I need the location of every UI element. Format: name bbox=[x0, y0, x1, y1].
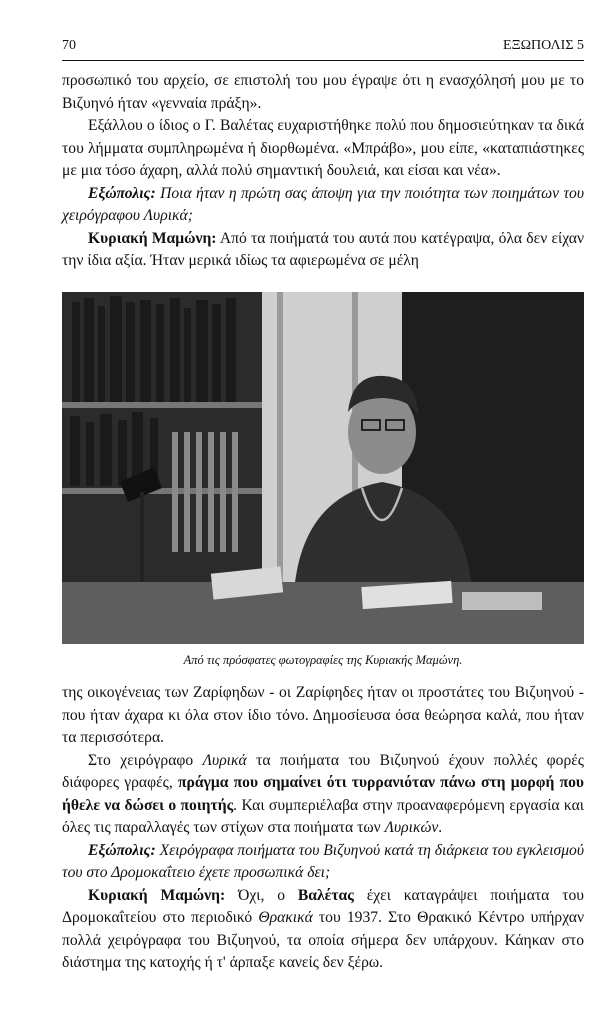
page-header bbox=[62, 38, 584, 58]
interviewer-label: Εξώπολις: bbox=[88, 841, 156, 859]
text-run: . bbox=[438, 819, 443, 836]
paragraph bbox=[62, 750, 584, 840]
magazine-title: ΕΞΩΠΟΛΙΣ 5 bbox=[503, 38, 584, 53]
text-run: Όχι, ο bbox=[225, 886, 298, 904]
manuscript-title: Λυρικά bbox=[202, 751, 247, 769]
paragraph: προσωπικό του αρχείο, σε επιστολή του μου έγραψε ότι η ενασχόλησή μου με το Βιζυηνό ήταν «γενναία πράξη». bbox=[62, 72, 584, 112]
page-number: 70 bbox=[62, 38, 76, 53]
interviewee-answer bbox=[62, 228, 584, 273]
text-run: έχει καταγράψει ποιήματα του Δρομοκαΐτείου στο περιοδικό bbox=[62, 886, 584, 926]
portrait-photo bbox=[62, 292, 584, 644]
emphasis-text: πράγμα που σημαίνει ότι τυρρανιόταν πάνω στη μορφή που ήθελε να δώσει ο ποιητής bbox=[62, 774, 584, 814]
text-run: Στο χειρόγραφο bbox=[88, 751, 203, 769]
top-text-block bbox=[62, 70, 584, 273]
interviewee-answer bbox=[62, 885, 584, 975]
interviewer-question bbox=[62, 183, 584, 228]
question-text: Ποια ήταν η πρώτη σας άποψη για την ποιότητα των ποιημάτων του χειρόγραφου Λυρικά; bbox=[62, 184, 584, 224]
interviewer-question bbox=[62, 840, 584, 885]
text-run: . Και συμπεριέλαβα στην προαναφερόμενη εργασία και όλες τις παραλλαγές των στίχων στα ποιήματα των bbox=[62, 796, 584, 836]
text-run: τα ποιήματα του Βιζυηνού έχουν πολλές φορές διάφορες γραφές, bbox=[62, 751, 584, 791]
photo-illustration bbox=[62, 292, 584, 644]
interviewee-label: Κυριακή Μαμώνη: bbox=[88, 229, 217, 247]
periodical-title: Θρακικά bbox=[258, 909, 313, 926]
bottom-text-block bbox=[62, 682, 584, 975]
interviewee-label: Κυριακή Μαμώνη: bbox=[88, 886, 226, 904]
paragraph: της οικογένειας των Ζαρίφηδων - οι Ζαρίφηδες ήταν οι προστάτες του Βιζυηνού - που ήταν άχαρα κι όλα στον ίδιο τόνο. Δημοσίευσα όσα θεώρησα καλά, που ήταν τα περισσότερα. bbox=[62, 684, 584, 746]
text-run: του 1937. Στο Θρακικό Κέντρο υπήρχαν πολλά χειρόγραφα του Βιζυηνού, τα οποία σήμερα δεν υπάρχουν. Κάηκαν στο διάστημα της κατοχής ή τ' άρπαξε κανείς δεν ξέρω. bbox=[62, 909, 584, 971]
emphasis-name: Βαλέτας bbox=[297, 886, 354, 904]
answer-text: Από τα ποιήματά του αυτά που κατέγραψα, όλα δεν είχαν την ίδια αξία. Ήταν μερικά ιδίως τα αφιερωμένα σε μέλη bbox=[62, 229, 585, 269]
manuscript-title: Λυρικών bbox=[384, 819, 439, 836]
question-text: Χειρόγραφα ποιήματα του Βιζυηνού κατά τη διάρκεια του εγκλεισμού του στο Δρομοκαΐτειο έχετε προσωπικά δει; bbox=[62, 841, 584, 881]
header-rule bbox=[62, 60, 584, 61]
paragraph: Εξάλλου ο ίδιος ο Γ. Βαλέτας ευχαριστήθηκε πολύ που δημοσιεύτηκαν τα δικά του λήμματα συμπληρωμένα ή διορθωμένα. «Μπράβο», μου είπε, «καταπιάστηκες με μια τόσο άχαρη, αλλά πολύ σημαντική δουλειά, και είσαι και νέα». bbox=[62, 117, 584, 179]
photo-caption: Από τις πρόσφατες φωτογραφίες της Κυριακής Μαμώνη. bbox=[183, 653, 463, 667]
interviewer-label: Εξώπολις: bbox=[88, 184, 156, 202]
